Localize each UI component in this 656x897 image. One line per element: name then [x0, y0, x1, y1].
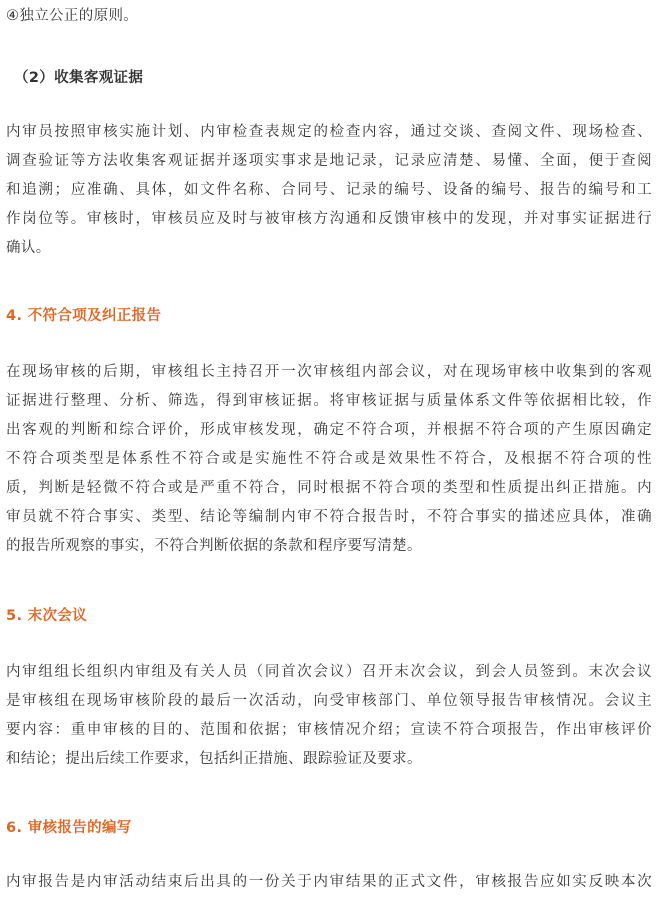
paragraph-line: 不符合项类型是体系性不符合或是实施性不符合或是效果性不符合，及根据不符合项的性	[6, 451, 652, 467]
paragraph-line: 作岗位等。审核时，审核员应及时与被审核方沟通和反馈审核中的发现，并对事实证据进行	[6, 211, 652, 227]
paragraph-line: 质，判断是轻微不符合或是严重不符合，同时根据不符合项的类型和性质提出纠正措施。内	[6, 480, 652, 496]
paragraph-line: 要内容：重申审核的目的、范围和依据；审核情况介绍；宣读不符合项报告，作出审核评价	[6, 722, 652, 738]
section-heading-5: 5. 末次会议	[6, 608, 88, 624]
paragraph-line: 审员就不符合事实、类型、结论等编制内审不符合报告时，不符合事实的描述应具体，准确	[6, 509, 652, 525]
section-6-paragraph	[6, 868, 652, 897]
paragraph-line: 和结论；提出后续工作要求，包括纠正措施、跟踪验证及要求。	[6, 751, 422, 767]
principle-line: ④独立公正的原则。	[6, 8, 139, 24]
paragraph-line: 在现场审核的后期，审核组长主持召开一次审核组内部会议，对在现场审核中收集到的客观	[6, 364, 652, 380]
paragraph-line: 确认。	[6, 240, 51, 256]
paragraph-line: 的报告所观察的事实，不符合判断依据的条款和程序要写清楚。	[6, 538, 422, 554]
paragraph-line: 内审报告是内审活动结束后出具的一份关于内审结果的正式文件，审核报告应如实反映本次	[6, 874, 652, 890]
paragraph-line: 内审组组长组织内审组及有关人员（同首次会议）召开末次会议，到会人员签到。末次会议	[6, 664, 652, 680]
section-heading-6: 6. 审核报告的编写	[6, 820, 132, 836]
paragraph-line: 调查验证等方法收集客观证据并逐项实事求是地记录，记录应清楚、易懂、全面，便于查阅	[6, 153, 652, 169]
paragraph-line: 是审核组在现场审核阶段的最后一次活动，向受审核部门、单位领导报告审核情况。会议主	[6, 693, 652, 709]
subsection-heading: （2）收集客观证据	[14, 70, 144, 86]
section-4-paragraph	[6, 358, 652, 561]
paragraph-line: 出客观的判断和综合评价，形成审核发现，确定不符合项，并根据不符合项的产生原因确定	[6, 422, 652, 438]
paragraph-line: 证据进行整理、分析、筛选，得到审核证据。将审核证据与质量体系文件等依据相比较，作	[6, 393, 652, 409]
section-5-paragraph	[6, 658, 652, 774]
paragraph-line: 和追溯；应准确、具体，如文件名称、合同号、记录的编号、设备的编号、报告的编号和工	[6, 182, 652, 198]
section-heading-4: 4. 不符合项及纠正报告	[6, 308, 162, 324]
subsection-paragraph	[6, 118, 652, 263]
paragraph-line: 内审员按照审核实施计划、内审检查表规定的检查内容，通过交谈、查阅文件、现场检查、	[6, 124, 652, 140]
